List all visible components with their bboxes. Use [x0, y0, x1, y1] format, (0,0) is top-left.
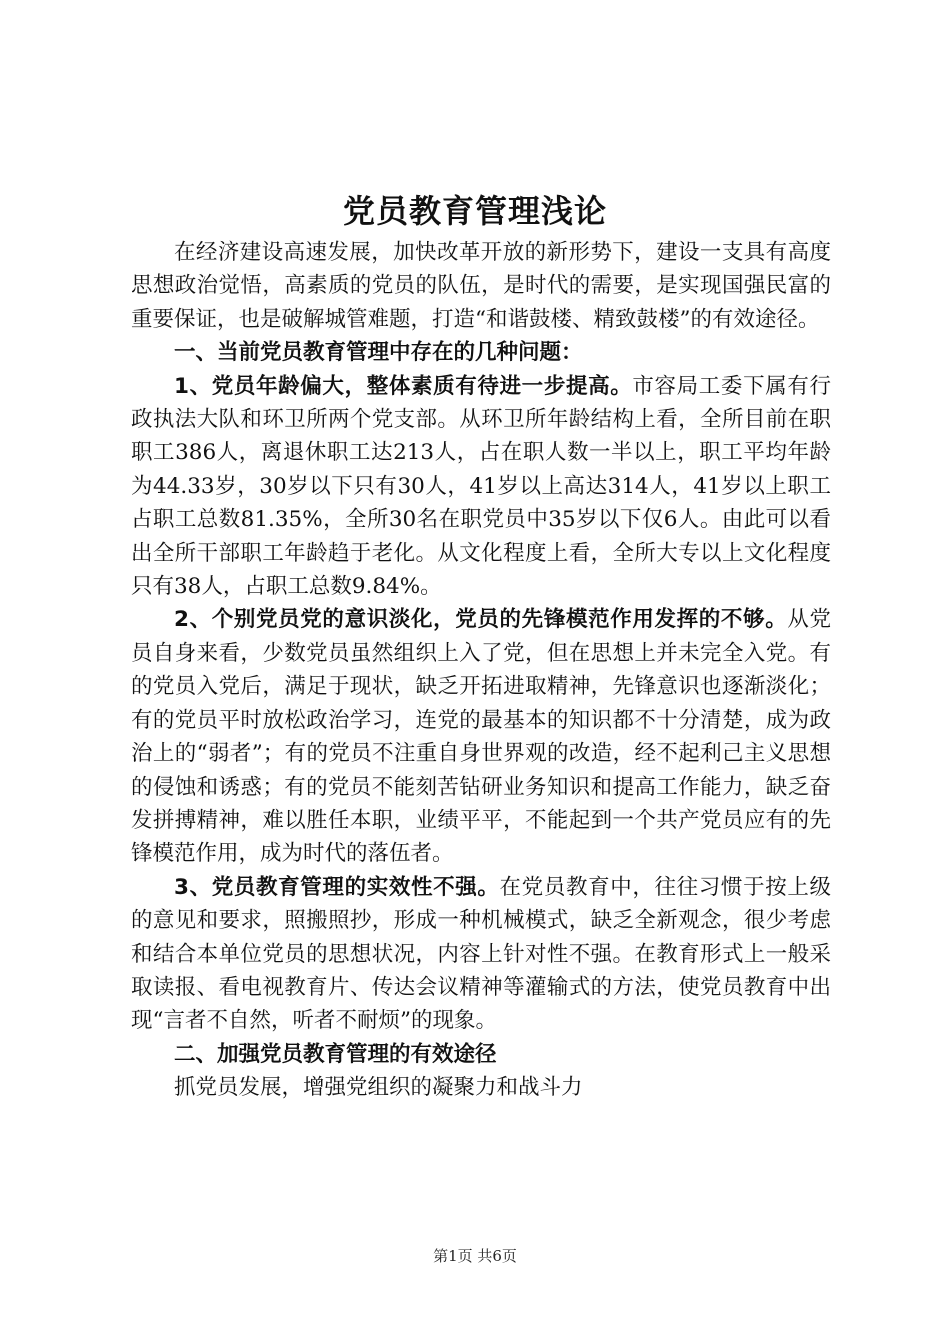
section2-heading: 二、加强党员教育管理的有效途径 [174, 1041, 497, 1067]
problem-3-lead: 3、党员教育管理的实效性不强。 [174, 874, 500, 900]
problem-1-lead: 1、党员年龄偏大，整体素质有待进一步提高。 [174, 373, 633, 399]
document-body [131, 236, 831, 1105]
section2-first-line: 抓党员发展，增强党组织的凝聚力和战斗力 [174, 1075, 583, 1101]
problem-1-body: 市容局工委下属有行政执法大队和环卫所两个党支部。从环卫所年龄结构上看，全所目前在职职工386人，离退休职工达213人，占在职人数一半以上，职工平均年龄为44.33岁，30岁以下只有30人，41岁以上高达314人，41岁以上职工占职工总数81.35%，全所30名在职党员中35岁以下仅6人。由此可以看出全所干部职工年龄趋于老化。从文化程度上看，全所大专以上文化程度只有38人，占职工总数9.84%。 [131, 373, 831, 600]
problem-2-lead: 2、个别党员党的意识淡化，党员的先锋模范作用发挥的不够。 [174, 607, 788, 633]
problem-2-body: 从党员自身来看，少数党员虽然组织上入了党，但在思想上并未完全入党。有的党员入党后，满足于现状，缺乏开拓进取精神，先锋意识也逐渐淡化；有的党员平时放松政治学习，连党的最基本的知识都不十分清楚，成为政治上的“弱者”；有的党员不注重自身世界观的改造，经不起利己主义思想的侵蚀和诱惑；有的党员不能刻苦钻研业务知识和提高工作能力，缺乏奋发拼搏精神，难以胜任本职，业绩平平，不能起到一个共产党员应有的先锋模范作用，成为时代的落伍者。 [131, 607, 831, 867]
page-number-footer: 第1页 共6页 [433, 1247, 517, 1265]
problem-3-paragraph [131, 871, 831, 1038]
intro-paragraph: 在经济建设高速发展，加快改革开放的新形势下，建设一支具有高度思想政治觉悟，高素质的党员的队伍，是时代的需要，是实现国强民富的重要保证，也是破解城管难题，打造“和谐鼓楼、精致鼓楼”的有效途径。 [131, 240, 831, 332]
problem-1-paragraph [131, 370, 831, 604]
problem-2-paragraph [131, 603, 831, 870]
section1-heading: 一、当前党员教育管理中存在的几种问题： [174, 340, 583, 366]
problem-3-body: 在党员教育中，往往习惯于按上级的意见和要求，照搬照抄，形成一种机械模式，缺乏全新观念，很少考虑和结合本单位党员的思想状况，内容上针对性不强。在教育形式上一般采取读报、看电视教育片、传达会议精神等灌输式的方法，使党员教育中出现“言者不自然，听者不耐烦”的现象。 [131, 874, 831, 1034]
document-title: 党员教育管理浅论 [342, 192, 607, 230]
